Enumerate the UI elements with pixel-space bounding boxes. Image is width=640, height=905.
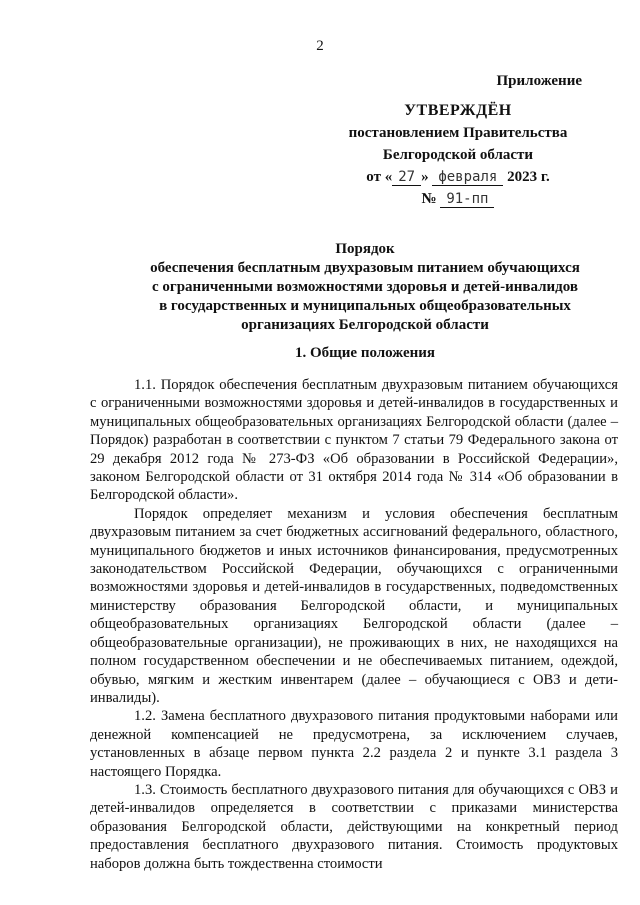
date-mid: » — [421, 169, 429, 185]
paragraph-1-1: 1.1. Порядок обеспечения бесплатным двухразовым питанием обучающихся с ограниченными возможностями здоровья и детей-инвалидов в государственных и муниципальных общеобразовательных организациях Белгородской области (далее – Порядок) разработан в соответствии с пунктом 7 статьи 79 Федерального закона от 29 декабря 2012 года № 273-ФЗ «Об образовании в Российской Федерации», законом Белгородской области от 31 октября 2014 года № 314 «Об образовании в Белгородской области». — [90, 377, 618, 504]
approval-line-1: постановлением Правительства — [348, 125, 568, 141]
page-number: 2 — [316, 38, 324, 54]
number-prefix: № — [421, 191, 437, 207]
title-line-5: организациях Белгородской области — [241, 317, 489, 333]
date-month: февраля — [432, 169, 503, 186]
approval-block — [308, 70, 608, 210]
approval-date — [308, 166, 608, 188]
paragraph-1-1-cont: Порядок определяет механизм и условия обеспечения бесплатным двухразовым питанием за счет бюджетных ассигнований федерального, областного, муниципального бюджетов и иных источников финансирования, предусмотренных законодательством Российской Федерации, обучающихся с ограниченными возможностями здоровья и детей-инвалидов в государственных, подведомственных министерству образования Белгородской области, и муниципальных общеобразовательных организациях Белгородской области (далее – общеобразовательные организации), не проживающих в них, не находящихся на полном государственном обеспечении и не обеспечиваемых питанием, одеждой, обувью, мягким и жестким инвентарем (далее – обучающиеся с ОВЗ и дети-инвалиды). — [90, 505, 618, 706]
approval-line-2: Белгородской области — [382, 147, 534, 163]
title-line-2: обеспечения бесплатным двухразовым питанием обучающихся — [150, 260, 580, 276]
document-title — [90, 240, 640, 335]
approved-label: УТВЕРЖДЁН — [404, 102, 512, 119]
title-line-3: с ограниченными возможностями здоровья и детей-инвалидов — [151, 279, 578, 295]
paragraph-1-2: 1.2. Замена бесплатного двухразового питания продуктовыми наборами или денежной компенсацией не предусмотрена, за исключением случаев, установленных в абзаце первом пункта 2.2 раздела 2 и пункте 3.1 раздела 3 настоящего Порядка. — [90, 708, 618, 780]
approval-number — [308, 188, 608, 210]
number-value: 91-пп — [440, 191, 494, 208]
date-day: 27 — [392, 169, 421, 186]
date-prefix: от « — [366, 169, 393, 185]
section-body — [90, 376, 618, 873]
date-year: 2023 г. — [507, 169, 550, 185]
paragraph-1-3: 1.3. Стоимость бесплатного двухразового питания для обучающихся с ОВЗ и детей-инвалидов определяется в соответствии с приказами министерства образования Белгородской области, действующими на конкретный период предоставления бесплатного двухразового питания. Стоимость продуктовых наборов должна быть тождественна стоимости — [90, 781, 618, 872]
title-line-1: Порядок — [335, 241, 395, 257]
appendix-label: Приложение — [496, 73, 582, 89]
title-line-4: в государственных и муниципальных общеобразовательных — [159, 298, 571, 314]
section-heading: 1. Общие положения — [294, 345, 436, 361]
